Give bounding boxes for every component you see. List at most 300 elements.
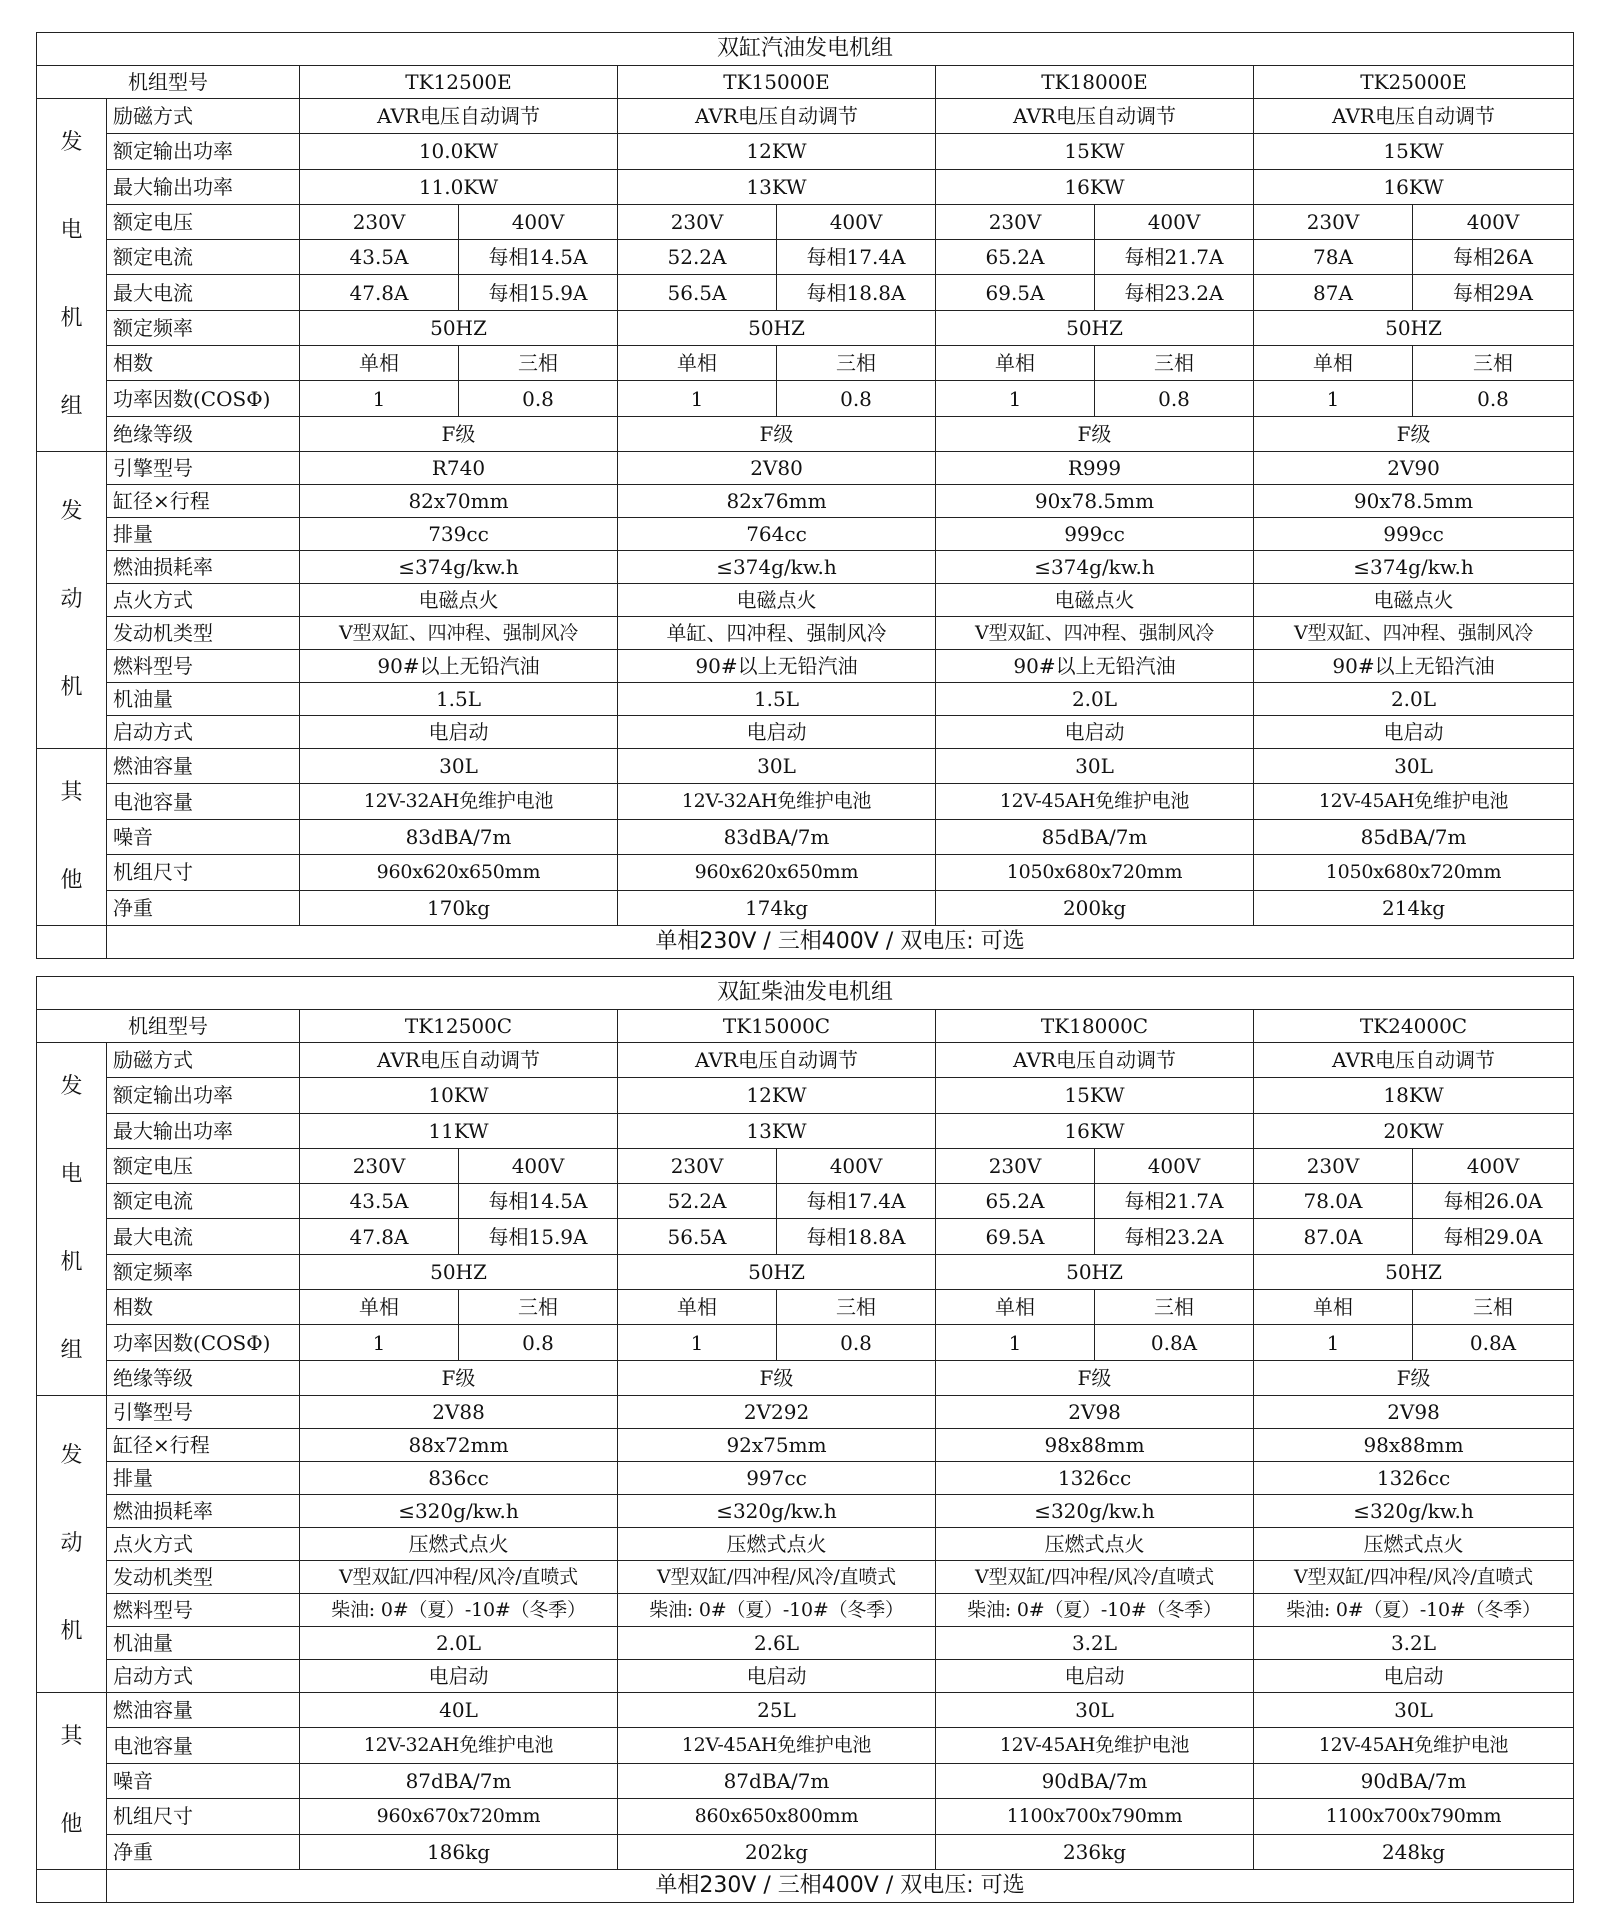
table-row	[37, 275, 1574, 310]
table-row	[37, 1763, 1574, 1798]
table-cell: 0.8	[777, 381, 936, 416]
row-label: 排量	[107, 518, 300, 551]
table-cell: 2V292	[618, 1396, 936, 1429]
row-label: 额定输出功率	[107, 1078, 300, 1113]
table-row	[37, 650, 1574, 683]
group-heading-char: 机	[60, 1619, 83, 1644]
table-cell: 柴油: 0#（夏）-10#（冬季）	[300, 1594, 618, 1627]
gasoline-generator-spec-table	[36, 32, 1574, 959]
table-cell: 每相18.8A	[777, 275, 936, 310]
table-cell: 960x620x650mm	[618, 855, 936, 890]
table-cell: 2V98	[936, 1396, 1254, 1429]
model-name: TK18000E	[936, 66, 1254, 99]
table-cell: 单相	[936, 1290, 1095, 1325]
table-cell: 230V	[936, 1148, 1095, 1183]
table-cell: 单相	[618, 1290, 777, 1325]
table-cell: 15KW	[1254, 134, 1574, 169]
table-cell: 三相	[459, 346, 618, 381]
table-cell: AVR电压自动调节	[618, 1043, 936, 1078]
table-row	[37, 890, 1574, 925]
table-cell: 248kg	[1254, 1834, 1574, 1869]
table-cell: AVR电压自动调节	[300, 1043, 618, 1078]
group-heading-char: 他	[60, 868, 83, 893]
table-cell: 电启动	[618, 716, 936, 749]
group-heading-char: 动	[60, 587, 83, 612]
table-cell: 单相	[1254, 1290, 1413, 1325]
table-cell: F级	[936, 416, 1254, 451]
table-cell: 87dBA/7m	[618, 1763, 936, 1798]
table-cell: 20KW	[1254, 1113, 1574, 1148]
table-cell: 999cc	[936, 518, 1254, 551]
table-row	[37, 1184, 1574, 1219]
table-cell: 16KW	[936, 1113, 1254, 1148]
table-cell: 1.5L	[300, 683, 618, 716]
table-cell: 电磁点火	[936, 584, 1254, 617]
table-cell: 11KW	[300, 1113, 618, 1148]
table-cell: 90x78.5mm	[936, 485, 1254, 518]
table-row	[37, 518, 1574, 551]
model-name: TK24000C	[1254, 1010, 1574, 1043]
table-cell: 12V-45AH免维护电池	[618, 1728, 936, 1763]
table-cell: V型双缸/四冲程/风冷/直喷式	[1254, 1561, 1574, 1594]
table-row	[37, 416, 1574, 451]
table-cell: V型双缸、四冲程、强制风冷	[936, 617, 1254, 650]
table-cell: 50HZ	[936, 310, 1254, 345]
model-name: TK12500E	[300, 66, 618, 99]
table-cell: 电磁点火	[1254, 584, 1574, 617]
table-cell: 三相	[1413, 1290, 1574, 1325]
table-cell: F级	[1254, 1360, 1574, 1395]
table-cell: 400V	[1413, 204, 1574, 239]
row-label: 发动机类型	[107, 1561, 300, 1594]
table-row	[37, 485, 1574, 518]
row-label: 燃料型号	[107, 650, 300, 683]
table-cell: 三相	[777, 1290, 936, 1325]
table-cell: AVR电压自动调节	[618, 99, 936, 134]
row-label: 噪音	[107, 1763, 300, 1798]
table-cell: 1	[618, 381, 777, 416]
table-cell: AVR电压自动调节	[1254, 1043, 1574, 1078]
row-label: 励磁方式	[107, 1043, 300, 1078]
table-row	[37, 1834, 1574, 1869]
table-row	[37, 1325, 1574, 1360]
table-row	[37, 1627, 1574, 1660]
table-cell: 每相23.2A	[1095, 275, 1254, 310]
table-row	[37, 1078, 1574, 1113]
title-row	[37, 977, 1574, 1010]
table-cell: R999	[936, 452, 1254, 485]
table-cell: 三相	[777, 346, 936, 381]
table-cell: 2.6L	[618, 1627, 936, 1660]
table-cell: 69.5A	[936, 1219, 1095, 1254]
table-cell: 860x650x800mm	[618, 1799, 936, 1834]
table-cell: 52.2A	[618, 240, 777, 275]
table-cell: 单相	[300, 1290, 459, 1325]
table-cell: 90dBA/7m	[936, 1763, 1254, 1798]
table-cell: 0.8	[1095, 381, 1254, 416]
table-cell: 0.8A	[1413, 1325, 1574, 1360]
table-cell: 56.5A	[618, 275, 777, 310]
table-cell: F级	[618, 1360, 936, 1395]
table-cell: ≤320g/kw.h	[300, 1495, 618, 1528]
table-title: 双缸汽油发电机组	[37, 33, 1574, 66]
table-cell: 12KW	[618, 134, 936, 169]
table-cell: ≤374g/kw.h	[300, 551, 618, 584]
table-row	[37, 1728, 1574, 1763]
row-label: 机组尺寸	[107, 855, 300, 890]
model-name: TK25000E	[1254, 66, 1574, 99]
model-name: TK12500C	[300, 1010, 618, 1043]
table-cell: 1	[618, 1325, 777, 1360]
table-row	[37, 240, 1574, 275]
group-heading	[37, 749, 107, 926]
table-cell: 三相	[1095, 1290, 1254, 1325]
table-cell: 三相	[459, 1290, 618, 1325]
group-heading-char: 机	[60, 675, 83, 700]
table-cell: F级	[300, 1360, 618, 1395]
row-label: 最大电流	[107, 1219, 300, 1254]
table-cell: 98x88mm	[936, 1429, 1254, 1462]
table-row	[37, 1495, 1574, 1528]
table-cell: 2V88	[300, 1396, 618, 1429]
table-cell: 90x78.5mm	[1254, 485, 1574, 518]
row-label: 额定电流	[107, 1184, 300, 1219]
table-cell: 每相17.4A	[777, 1184, 936, 1219]
group-heading-char: 发	[60, 130, 83, 155]
table-row	[37, 1561, 1574, 1594]
table-row	[37, 381, 1574, 416]
row-label: 缸径×行程	[107, 485, 300, 518]
group-heading	[37, 1693, 107, 1870]
table-cell: 400V	[459, 204, 618, 239]
table-cell: 1326cc	[936, 1462, 1254, 1495]
row-label: 燃料型号	[107, 1594, 300, 1627]
table-cell: V型双缸/四冲程/风冷/直喷式	[618, 1561, 936, 1594]
table-cell: 236kg	[936, 1834, 1254, 1869]
row-label: 最大输出功率	[107, 1113, 300, 1148]
table-cell: AVR电压自动调节	[936, 1043, 1254, 1078]
table-row	[37, 1429, 1574, 1462]
table-cell: ≤320g/kw.h	[936, 1495, 1254, 1528]
table-cell: 0.8A	[1095, 1325, 1254, 1360]
group-heading-char: 其	[60, 1724, 83, 1749]
table-cell: 90#以上无铅汽油	[618, 650, 936, 683]
table-row	[37, 1799, 1574, 1834]
table-cell: 13KW	[618, 169, 936, 204]
table-cell: 2V98	[1254, 1396, 1574, 1429]
table-cell: 2.0L	[1254, 683, 1574, 716]
table-row	[37, 1219, 1574, 1254]
table-cell: 1	[936, 1325, 1095, 1360]
row-label: 燃油容量	[107, 749, 300, 784]
table-cell: AVR电压自动调节	[300, 99, 618, 134]
footnote-row	[37, 926, 1574, 959]
table-row	[37, 1043, 1574, 1078]
row-label: 额定频率	[107, 1254, 300, 1289]
table-cell: AVR电压自动调节	[936, 99, 1254, 134]
table-cell: 87A	[1254, 275, 1413, 310]
table-cell: 1	[300, 1325, 459, 1360]
table-cell: 400V	[1413, 1148, 1574, 1183]
table-cell: 10.0KW	[300, 134, 618, 169]
row-label: 启动方式	[107, 1660, 300, 1693]
table-cell: 400V	[777, 204, 936, 239]
table-cell: V型双缸/四冲程/风冷/直喷式	[300, 1561, 618, 1594]
table-cell: 47.8A	[300, 275, 459, 310]
table-cell: 50HZ	[936, 1254, 1254, 1289]
table-cell: 每相15.9A	[459, 275, 618, 310]
row-label: 最大输出功率	[107, 169, 300, 204]
table-cell: 16KW	[936, 169, 1254, 204]
group-heading-char: 机	[60, 1250, 83, 1275]
group-heading-char: 发	[60, 1443, 83, 1468]
table-cell: 12V-32AH免维护电池	[300, 1728, 618, 1763]
row-label: 相数	[107, 346, 300, 381]
table-cell: 98x88mm	[1254, 1429, 1574, 1462]
table-cell: 65.2A	[936, 1184, 1095, 1219]
table-cell: 739cc	[300, 518, 618, 551]
table-cell: 50HZ	[1254, 310, 1574, 345]
table-cell: V型双缸、四冲程、强制风冷	[1254, 617, 1574, 650]
table-cell: 每相15.9A	[459, 1219, 618, 1254]
table-cell: 2V80	[618, 452, 936, 485]
row-label: 引擎型号	[107, 1396, 300, 1429]
row-label: 额定电压	[107, 1148, 300, 1183]
table-cell: 43.5A	[300, 1184, 459, 1219]
table-cell: 每相21.7A	[1095, 240, 1254, 275]
group-heading	[37, 1396, 107, 1693]
row-label: 相数	[107, 1290, 300, 1325]
row-label: 噪音	[107, 819, 300, 854]
table-row	[37, 584, 1574, 617]
table-cell: 三相	[1413, 346, 1574, 381]
table-cell: ≤374g/kw.h	[936, 551, 1254, 584]
table-cell: 47.8A	[300, 1219, 459, 1254]
table-cell: 压燃式点火	[300, 1528, 618, 1561]
table-row	[37, 1290, 1574, 1325]
table-cell: 230V	[936, 204, 1095, 239]
table-cell: 每相29.0A	[1413, 1219, 1574, 1254]
table-row	[37, 819, 1574, 854]
model-name: TK15000C	[618, 1010, 936, 1043]
table-row	[37, 551, 1574, 584]
table-cell: ≤320g/kw.h	[1254, 1495, 1574, 1528]
table-row	[37, 749, 1574, 784]
table-row	[37, 1360, 1574, 1395]
table-row	[37, 784, 1574, 819]
table-cell: ≤374g/kw.h	[618, 551, 936, 584]
table-cell: 1326cc	[1254, 1462, 1574, 1495]
table-cell: 92x75mm	[618, 1429, 936, 1462]
table-cell: 999cc	[1254, 518, 1574, 551]
table-cell: 0.8	[1413, 381, 1574, 416]
table-cell: 1050x680x720mm	[1254, 855, 1574, 890]
table-cell: 400V	[1095, 1148, 1254, 1183]
table-cell: 85dBA/7m	[936, 819, 1254, 854]
table-cell: 200kg	[936, 890, 1254, 925]
table-cell: 柴油: 0#（夏）-10#（冬季）	[936, 1594, 1254, 1627]
table-cell: 电磁点火	[300, 584, 618, 617]
table-cell: 1100x700x790mm	[1254, 1799, 1574, 1834]
table-cell: 960x670x720mm	[300, 1799, 618, 1834]
group-heading	[37, 452, 107, 749]
group-heading-char: 电	[60, 1162, 83, 1187]
table-cell: 电启动	[936, 1660, 1254, 1693]
table-cell: 1	[1254, 381, 1413, 416]
row-label: 点火方式	[107, 1528, 300, 1561]
table-row	[37, 716, 1574, 749]
footnote-spacer	[37, 1870, 107, 1903]
table-cell: 40L	[300, 1693, 618, 1728]
table-cell: 214kg	[1254, 890, 1574, 925]
table-row	[37, 1113, 1574, 1148]
table-cell: 836cc	[300, 1462, 618, 1495]
row-label: 额定输出功率	[107, 134, 300, 169]
table-cell: 12V-32AH免维护电池	[618, 784, 936, 819]
model-name: TK15000E	[618, 66, 936, 99]
table-row	[37, 1254, 1574, 1289]
row-label: 电池容量	[107, 1728, 300, 1763]
table-row	[37, 1693, 1574, 1728]
table-cell: 230V	[618, 1148, 777, 1183]
table-cell: 83dBA/7m	[618, 819, 936, 854]
table-cell: F级	[936, 1360, 1254, 1395]
table-cell: 400V	[777, 1148, 936, 1183]
table-cell: 1100x700x790mm	[936, 1799, 1254, 1834]
row-label: 机组尺寸	[107, 1799, 300, 1834]
table-row	[37, 617, 1574, 650]
table-cell: 50HZ	[1254, 1254, 1574, 1289]
table-cell: 每相14.5A	[459, 240, 618, 275]
table-cell: 400V	[1095, 204, 1254, 239]
table-cell: 每相17.4A	[777, 240, 936, 275]
table-cell: 每相26A	[1413, 240, 1574, 275]
table-cell: 230V	[300, 1148, 459, 1183]
table-cell: 12V-45AH免维护电池	[1254, 1728, 1574, 1763]
footnote-row	[37, 1870, 1574, 1903]
table-cell: 52.2A	[618, 1184, 777, 1219]
row-label: 功率因数(COSΦ)	[107, 381, 300, 416]
table-cell: 电启动	[1254, 716, 1574, 749]
table-row	[37, 1396, 1574, 1429]
table-cell: 50HZ	[300, 1254, 618, 1289]
table-cell: 12KW	[618, 1078, 936, 1113]
row-label: 排量	[107, 1462, 300, 1495]
table-cell: 202kg	[618, 1834, 936, 1869]
model-label: 机组型号	[37, 1010, 300, 1043]
table-cell: 16KW	[1254, 169, 1574, 204]
group-heading-char: 其	[60, 780, 83, 805]
table-cell: 11.0KW	[300, 169, 618, 204]
table-cell: 174kg	[618, 890, 936, 925]
group-heading-char: 组	[60, 394, 83, 419]
row-label: 燃油容量	[107, 1693, 300, 1728]
table-cell: 电启动	[936, 716, 1254, 749]
model-row	[37, 1010, 1574, 1043]
row-label: 缸径×行程	[107, 1429, 300, 1462]
table-cell: 764cc	[618, 518, 936, 551]
table-cell: 单相	[618, 346, 777, 381]
table-cell: 87dBA/7m	[300, 1763, 618, 1798]
table-cell: 12V-32AH免维护电池	[300, 784, 618, 819]
table-cell: V型双缸/四冲程/风冷/直喷式	[936, 1561, 1254, 1594]
table-cell: 30L	[1254, 1693, 1574, 1728]
table-cell: 78A	[1254, 240, 1413, 275]
model-name: TK18000C	[936, 1010, 1254, 1043]
table-cell: 0.8	[777, 1325, 936, 1360]
table-cell: 单相	[936, 346, 1095, 381]
footnote: 单相230V / 三相400V / 双电压: 可选	[107, 926, 1574, 959]
table-cell: F级	[300, 416, 618, 451]
table-cell: 12V-45AH免维护电池	[1254, 784, 1574, 819]
table-row	[37, 99, 1574, 134]
group-heading	[37, 1043, 107, 1396]
row-label: 最大电流	[107, 275, 300, 310]
table-cell: 单缸、四冲程、强制风冷	[618, 617, 936, 650]
table-row	[37, 169, 1574, 204]
table-row	[37, 683, 1574, 716]
table-cell: 12V-45AH免维护电池	[936, 1728, 1254, 1763]
row-label: 机油量	[107, 1627, 300, 1660]
table-cell: ≤374g/kw.h	[1254, 551, 1574, 584]
row-label: 启动方式	[107, 716, 300, 749]
group-heading-char: 电	[60, 218, 83, 243]
table-cell: 1	[1254, 1325, 1413, 1360]
table-title: 双缸柴油发电机组	[37, 977, 1574, 1010]
row-label: 燃油损耗率	[107, 551, 300, 584]
row-label: 净重	[107, 1834, 300, 1869]
row-label: 绝缘等级	[107, 1360, 300, 1395]
table-cell: 每相14.5A	[459, 1184, 618, 1219]
table-cell: 230V	[1254, 204, 1413, 239]
table-cell: 87.0A	[1254, 1219, 1413, 1254]
group-heading-char: 发	[60, 499, 83, 524]
table-cell: 15KW	[936, 134, 1254, 169]
table-cell: 30L	[936, 749, 1254, 784]
row-label: 额定频率	[107, 310, 300, 345]
table-cell: 柴油: 0#（夏）-10#（冬季）	[1254, 1594, 1574, 1627]
table-cell: 90#以上无铅汽油	[1254, 650, 1574, 683]
table-cell: F级	[1254, 416, 1574, 451]
table-cell: 960x620x650mm	[300, 855, 618, 890]
table-cell: 3.2L	[1254, 1627, 1574, 1660]
table-cell: 1.5L	[618, 683, 936, 716]
table-cell: 1	[300, 381, 459, 416]
table-cell: 2.0L	[936, 683, 1254, 716]
table-row	[37, 204, 1574, 239]
table-cell: 170kg	[300, 890, 618, 925]
table-cell: 230V	[300, 204, 459, 239]
table-cell: 30L	[618, 749, 936, 784]
table-cell: 电启动	[618, 1660, 936, 1693]
group-heading-char: 他	[60, 1812, 83, 1837]
table-cell: 50HZ	[618, 1254, 936, 1289]
table-cell: ≤320g/kw.h	[618, 1495, 936, 1528]
table-cell: 电启动	[300, 1660, 618, 1693]
table-cell: 单相	[300, 346, 459, 381]
table-row	[37, 1594, 1574, 1627]
table-cell: 69.5A	[936, 275, 1095, 310]
table-cell: 每相21.7A	[1095, 1184, 1254, 1219]
table-cell: 30L	[936, 1693, 1254, 1728]
group-heading-char: 动	[60, 1531, 83, 1556]
table-cell: 88x72mm	[300, 1429, 618, 1462]
table-cell: 压燃式点火	[936, 1528, 1254, 1561]
table-cell: 1050x680x720mm	[936, 855, 1254, 890]
group-heading-char: 发	[60, 1074, 83, 1099]
table-row	[37, 855, 1574, 890]
model-label: 机组型号	[37, 66, 300, 99]
